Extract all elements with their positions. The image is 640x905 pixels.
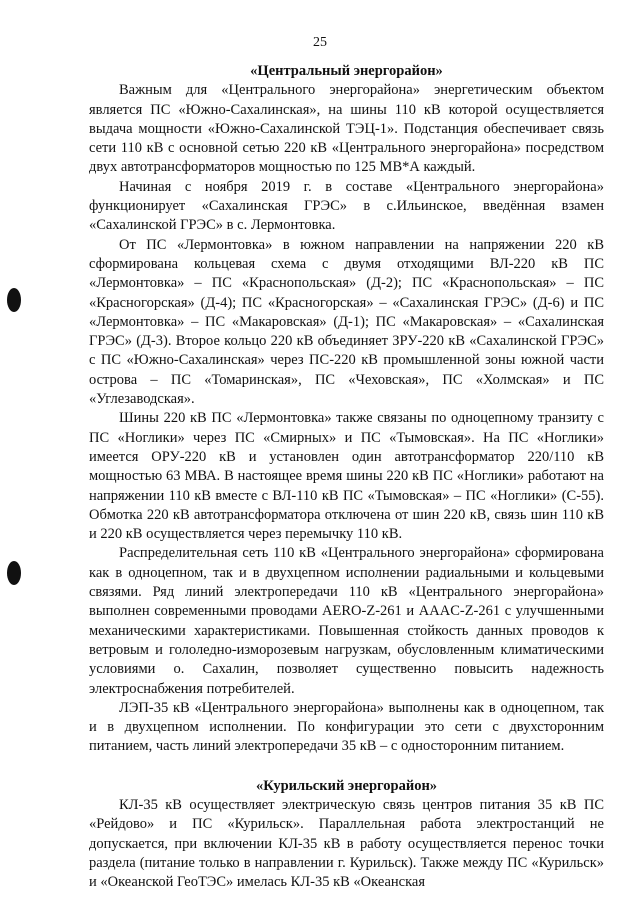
section-title-kuril: «Курильский энергорайон» bbox=[255, 777, 438, 794]
paragraph: Начиная с ноября 2019 г. в составе «Центрального энергорайона» функционирует «Сахалинская ГРЭС» в с.Ильинское, введённая взамен «Сахалинской ГРЭС» в с. Лермонтовка. bbox=[89, 178, 604, 234]
section-title-central: «Центральный энергорайон» bbox=[250, 63, 443, 79]
page-number: 25 bbox=[313, 35, 327, 50]
paragraph: От ПС «Лермонтовка» в южном направлении на напряжении 220 кВ сформирована кольцевая схема с двумя отходящими ВЛ-220 кВ ПС «Лермонтовка» – ПС «Краснопольская» (Д-2); ПС «Краснопольская» – ПС «Красногорская» (Д-4); ПС «Красногорская» – «Сахалинская ГРЭС» (Д-6) и ПС «Лермонтовка» – ПС «Макаровская» (Д-1); ПС «Макаровская» – «Сахалинская ГРЭС» (Д-3). Второе кольцо 220 кВ объединяет ЗРУ-220 кВ «Сахалинской ГРЭС» с ПС «Южно-Сахалинская» через ПС-220 кВ промышленной зоны южной части острова – ПС «Томаринская», ПС «Чеховская», ПС «Холмская» и ПС «Углезаводская». bbox=[89, 236, 604, 408]
document-body bbox=[89, 62, 604, 892]
paragraph: Важным для «Центрального энергорайона» энергетическим объектом является ПС «Южно-Сахалинская», на шины 110 кВ которой осуществляется выдача мощности «Южно-Сахалинской ТЭЦ-1». Подстанция обеспечивает связь сети 110 кВ с основной сетью 220 кВ «Центрального энергорайона» посредством двух автотрансформаторов мощностью по 125 МВ*А каждый. bbox=[89, 82, 604, 176]
paragraph: КЛ-35 кВ осуществляет электрическую связь центров питания 35 кВ ПС «Рейдово» и ПС «Курильск». Параллельная работа электростанций не допускается, при включении КЛ-35 кВ в работу осуществляется перенос точки раздела (питание только в направлении г. Курильск). Также между ПС «Курильск» и «Океанской ГеоТЭС» имелась КЛ-35 кВ «Океанская bbox=[89, 796, 604, 891]
paragraph: Шины 220 кВ ПС «Лермонтовка» также связаны по одноцепному транзиту с ПС «Ноглики» через ПС «Смирных» и ПС «Тымовская». На ПС «Ноглики» имеется ОРУ-220 кВ и установлен один автотрансформатор 220/110 кВ мощностью 63 МВА. В настоящее время шины 220 кВ ПС «Ноглики» работают на напряжении 110 кВ вместе с ВЛ-110 кВ ПС «Тымовская» – ПС «Ноглики» (С-55). Обмотка 220 кВ автотрансформатора отключена от шин 220 кВ, связь шин 110 кВ и 220 кВ осуществляется через перемычку 110 кВ. bbox=[89, 410, 604, 543]
paragraph: ЛЭП-35 кВ «Центрального энергорайона» выполнены как в одноцепном, так и в двухцепном исполнении. По конфигурации это сети с двухсторонним питанием, часть линий электропередачи 35 кВ – с односторонним питанием. bbox=[89, 699, 604, 755]
binder-hole-top bbox=[7, 288, 21, 312]
paragraph: Распределительная сеть 110 кВ «Центрального энергорайона» сформирована как в одноцепном, так и в двухцепном исполнении радиальными и кольцевыми связями. Ряд линий электропередачи 110 кВ «Центрального энергорайона» выполнен современными проводами AERO-Z-261 и AAAC-Z-261 с улучшенными механическими характеристиками. Повышенная стойкость данных проводов к ветровым и гололедно-изморозевым нагрузкам, обусловленным климатическими условиями о. Сахалин, позволяет существенно повысить надежность электроснабжения потребителей. bbox=[89, 545, 604, 697]
binder-hole-bottom bbox=[7, 561, 21, 585]
